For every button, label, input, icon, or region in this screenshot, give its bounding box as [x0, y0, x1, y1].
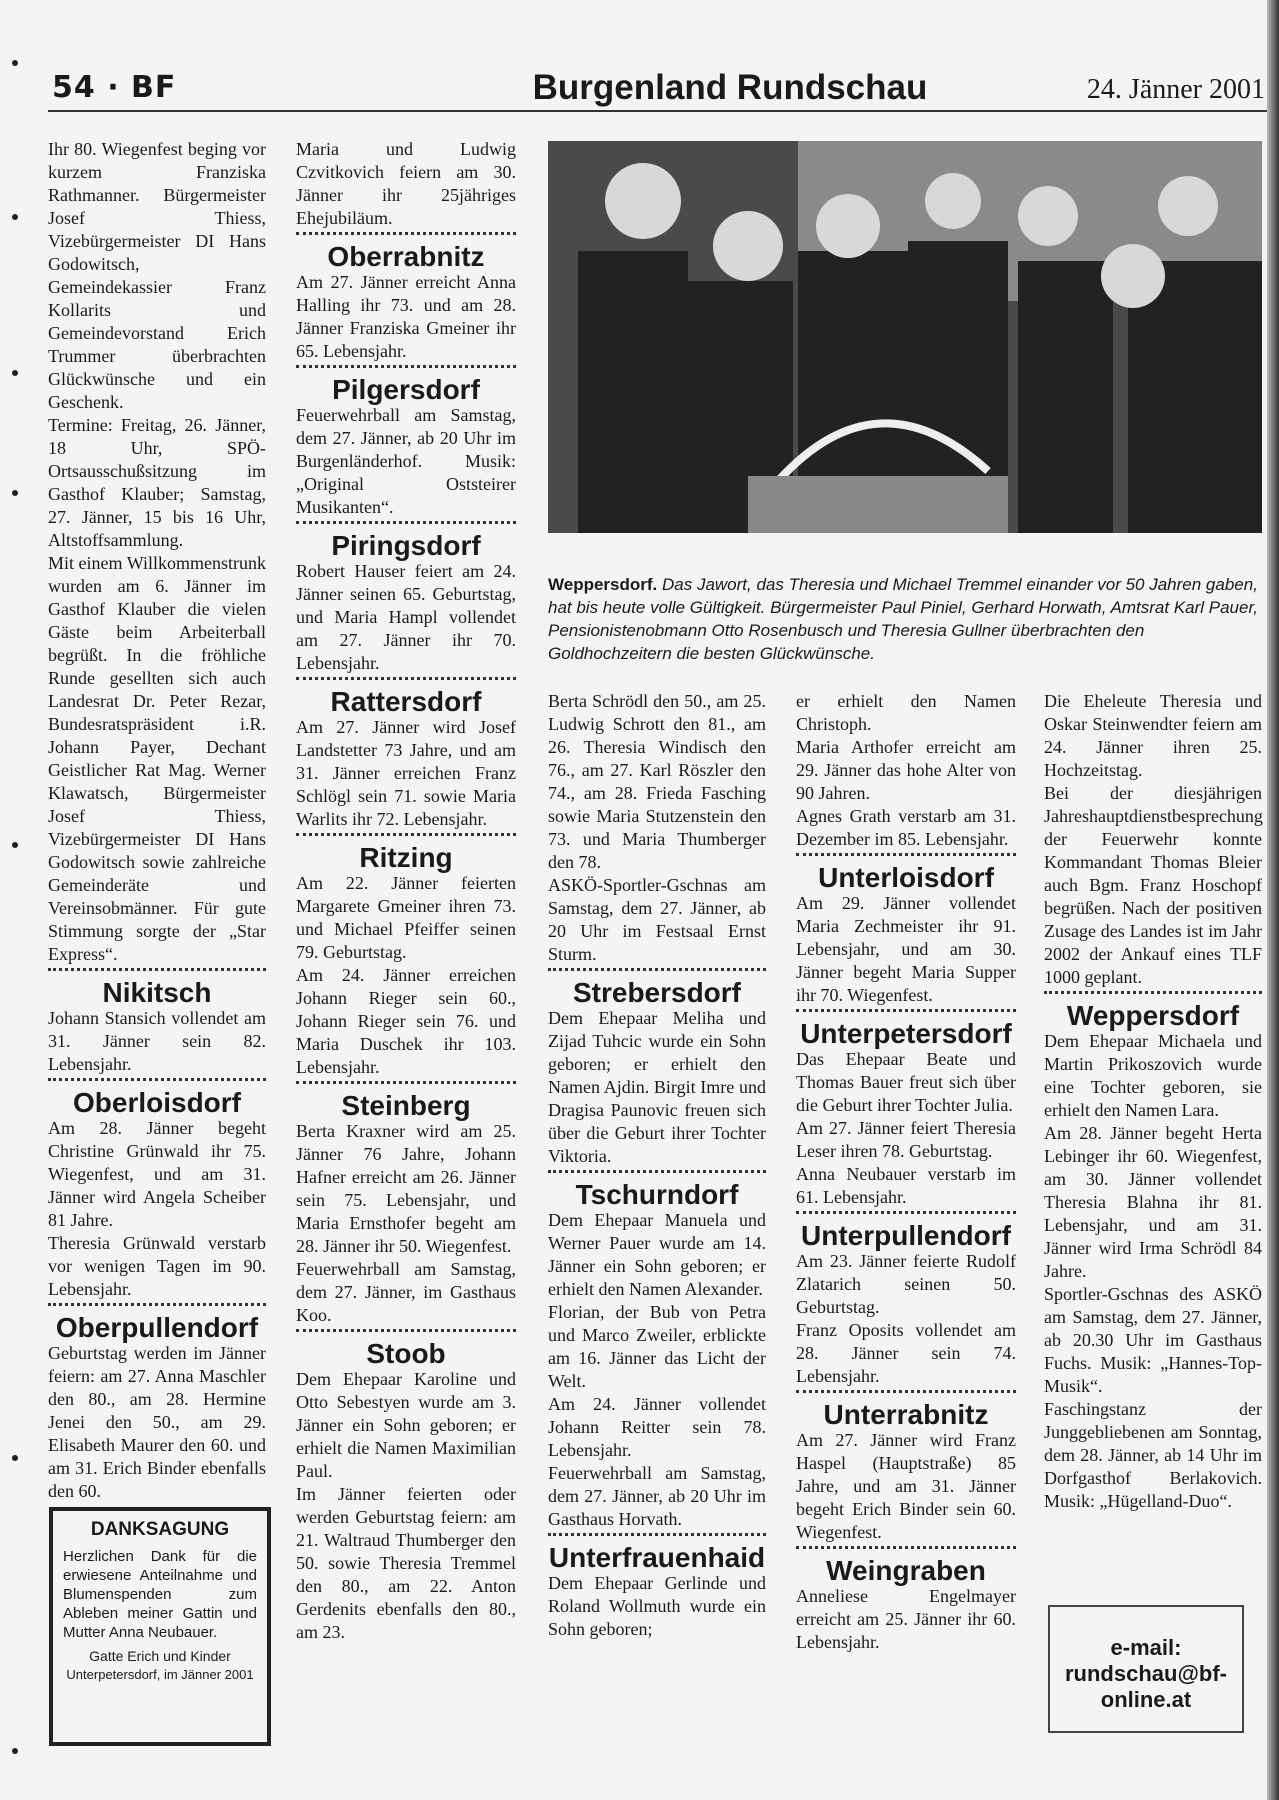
article-text: ASKÖ-Sportler-Gschnas am Samstag, dem 27. Jänner, ab 20 Uhr im Festsaal Ernst Sturm. — [548, 875, 766, 964]
article-text: Johann Stansich vollendet am 31. Jänner sein 82. Lebensjahr. — [48, 1008, 266, 1074]
newspaper-title: Burgenland Rundschau — [532, 68, 928, 107]
article-text: Am 22. Jänner feierten Margarete Gmeiner ihren 73. und Michael Pfeiffer seinen 79. Geburtstag. — [296, 873, 516, 962]
article-text: Feuerwehrball am Samstag, dem 27. Jänner, ab 20 Uhr im Burgenländerhof. Musik: „Original Oststeirer Musikanten“. — [296, 405, 516, 517]
margin-dot — [12, 1455, 18, 1461]
article-text: Ihr 80. Wiegenfest beging vor kurzem Franziska Rathmanner. Bürgermeister Josef Thiess, Vizebürgermeister DI Hans Godowitsch, Gemeindekassier Franz Kollarits und Gemeindevorstand Erich Trummer überbrachten Glückwünsche und ein Geschenk. — [48, 139, 266, 412]
article-text: Am 27. Jänner wird Josef Landstetter 73 Jahre, und am 31. Jänner erreichen Franz Schlögl sein 71. sowie Maria Warlits ihr 72. Lebensjahr. — [296, 717, 516, 829]
article-text: Berta Schrödl den 50., am 25. Ludwig Schrott den 81., am 26. Theresia Windisch den 76., am 27. Karl Röszler den 74., am 28. Frieda Fasching sowie Maria Stutzenstein den 73. und Maria Thumberger den 78. — [548, 691, 766, 872]
article-text: Dem Ehepaar Manuela und Werner Pauer wurde am 14. Jänner ein Sohn geboren; er erhielt den Namen Alexander. — [548, 1210, 766, 1299]
article-text: Maria und Ludwig Czvitkovich feiern am 30. Jänner ihr 25jähriges Ehejubiläum. — [296, 139, 516, 228]
column-3 — [548, 690, 766, 1641]
column-1 — [48, 138, 266, 1503]
section-heading-unterloisdorf: Unterloisdorf — [796, 853, 1016, 892]
page-number-label: 54 · BF — [52, 70, 177, 105]
article-text: Anna Neubauer verstarb im 61. Lebensjahr. — [796, 1164, 1016, 1207]
danksagung-signature: Gatte Erich und Kinder — [89, 1648, 231, 1664]
article-text: Berta Kraxner wird am 25. Jänner 76 Jahre, Johann Hafner erreicht am 26. Jänner sein 75. Lebensjahr, und Maria Ernsthofer begeht am 28. Jänner ihr 50. Wiegenfest. — [296, 1121, 516, 1256]
email-box — [1048, 1605, 1244, 1733]
article-text: Am 27. Jänner erreicht Anna Halling ihr 73. und am 28. Jänner Franziska Gmeiner ihr 65. Lebensjahr. — [296, 272, 516, 361]
article-text: Robert Hauser feiert am 24. Jänner seinen 65. Geburtstag, und Maria Hampl vollendet am 27. Jänner ihr 70. Lebensjahr. — [296, 561, 516, 673]
article-text: Sportler-Gschnas des ASKÖ am Samstag, dem 27. Jänner, ab 20.30 Uhr im Gasthaus Fuchs. Musik: „Hannes-Top-Musik“. — [1044, 1284, 1262, 1396]
article-text: Das Ehepaar Beate und Thomas Bauer freut sich über die Geburt ihrer Tochter Julia. — [796, 1049, 1016, 1115]
section-heading-strebersdorf: Strebersdorf — [548, 968, 766, 1007]
danksagung-title: DANKSAGUNG — [90, 1519, 230, 1540]
golden-wedding-photo — [548, 141, 1262, 533]
column-5 — [1044, 690, 1262, 1513]
article-text: Die Eheleute Theresia und Oskar Steinwendter feiern am 24. Jänner ihren 25. Hochzeitstag. — [1044, 691, 1262, 780]
margin-dot — [12, 490, 18, 496]
column-4 — [796, 690, 1016, 1654]
article-text: Geburtstag werden im Jänner feiern: am 27. Anna Maschler den 80., am 28. Hermine Jenei den 50., am 29. Elisabeth Maurer den 60. und am 31. Erich Binder ebenfalls den 60. — [48, 1343, 266, 1501]
article-text: Am 29. Jänner vollendet Maria Zechmeister ihr 91. Lebensjahr, und am 30. Jänner begeht Maria Supper ihr 70. Wiegenfest. — [796, 893, 1016, 1005]
article-text: Bei der diesjährigen Jahreshauptdienstbesprechung der Feuerwehr konnte Kommandant Thomas Bleier auch Bgm. Franz Hoschopf begrüßen. Nach der positiven Zusage des Landes ist im Jahr 2002 der Ankauf eines TLF 1000 geplant. — [1044, 783, 1263, 987]
section-heading-unterrabnitz: Unterrabnitz — [796, 1390, 1016, 1429]
caption-text: Das Jawort, das Theresia und Michael Tremmel einander vor 50 Jahren gaben, hat bis heute volle Gültigkeit. Bürgermeister Paul Piniel, Gerhard Horwath, Amtsrat Karl Pauer, Pensionistenobmann Otto Rosenbusch und Theresia Gullner überbrachten den Goldhochzeitern die besten Glückwünsche. — [548, 575, 1258, 663]
article-text: Feuerwehrball am Samstag, dem 27. Jänner, ab 20 Uhr im Gasthaus Horvath. — [548, 1463, 766, 1529]
header-rule — [48, 110, 1269, 112]
section-heading-stoob: Stoob — [296, 1329, 516, 1368]
section-heading-oberrabnitz: Oberrabnitz — [296, 232, 516, 271]
article-text: Faschingstanz der Junggebliebenen am Sonntag, dem 28. Jänner, ab 14 Uhr im Dorfgasthof Berlakovich. Musik: „Hügelland-Duo“. — [1044, 1399, 1262, 1511]
section-heading-weppersdorf: Weppersdorf — [1044, 991, 1262, 1030]
section-heading-oberpullendorf: Oberpullendorf — [48, 1303, 266, 1342]
article-text: Feuerwehrball am Samstag, dem 27. Jänner, im Gasthaus Koo. — [296, 1259, 516, 1325]
article-text: Theresia Grünwald verstarb vor wenigen Tagen im 90. Lebensjahr. — [48, 1233, 266, 1299]
section-heading-unterfrauenhaid: Unterfrauenhaid — [548, 1533, 766, 1572]
section-heading-tschurndorf: Tschurndorf — [548, 1170, 766, 1209]
section-heading-rattersdorf: Rattersdorf — [296, 677, 516, 716]
danksagung-box — [49, 1507, 271, 1746]
margin-dot — [12, 1748, 18, 1754]
margin-dot — [12, 842, 18, 848]
page-header — [0, 0, 1279, 115]
section-heading-nikitsch: Nikitsch — [48, 968, 266, 1007]
article-text: Im Jänner feierten oder werden Geburtstag feiern: am 21. Waltraud Thumberger den 50. sowie Theresia Tremmel den 80., am 22. Anton Gerdenits ebenfalls den 80., am 23. — [296, 1484, 516, 1642]
issue-date: 24. Jänner 2001 — [1086, 74, 1265, 105]
column-2 — [296, 138, 516, 1644]
section-heading-weingraben: Weingraben — [796, 1546, 1016, 1585]
article-text: Termine: Freitag, 26. Jänner, 18 Uhr, SPÖ-Ortsausschußsitzung im Gasthof Klauber; Samstag, 27. Jänner, 15 bis 16 Uhr, Altstoffsammlung. — [48, 415, 266, 550]
article-text: Mit einem Willkommenstrunk wurden am 6. Jänner im Gasthof Klauber die vielen Gäste beim Arbeiterball begrüßt. In die fröhliche Runde gesellten sich auch Landesrat Dr. Peter Rezar, Bundesratspräsident i.R. Johann Payer, Dechant Geistlicher Rat Mag. Werner Klawatsch, Bürgermeister Josef Thiess, Vizebürgermeister DI Hans Godowitsch sowie zahlreiche Gemeinderäte und Vereinsobmänner. Für gute Stimmung sorgte der „Star Express“. — [48, 553, 266, 964]
section-heading-pilgersdorf: Pilgersdorf — [296, 365, 516, 404]
photo-illustration — [548, 141, 1262, 533]
article-text: Franz Oposits vollendet am 28. Jänner sein 74. Lebensjahr. — [796, 1320, 1016, 1386]
article-text: Dem Ehepaar Michaela und Martin Prikoszovich wurde eine Tochter geboren, sie erhielt den Namen Lara. — [1044, 1031, 1262, 1120]
page-edge-shadow — [1267, 0, 1279, 1800]
article-text: Dem Ehepaar Karoline und Otto Sebestyen wurde am 3. Jänner ein Sohn geboren; er erhielt die Namen Maximilian Paul. — [296, 1369, 516, 1481]
article-text: Am 23. Jänner feierte Rudolf Zlatarich seinen 50. Geburtstag. — [796, 1251, 1016, 1317]
email-address[interactable]: rundschau@bf-online.at — [1064, 1661, 1227, 1712]
margin-dot — [12, 370, 18, 376]
article-text: Anneliese Engelmayer erreicht am 25. Jänner ihr 60. Lebensjahr. — [796, 1586, 1016, 1652]
danksagung-body: Herzlichen Dank für die erwiesene Anteilnahme und Blumenspenden zum Ableben meiner Gattin und Mutter Anna Neubauer. — [63, 1548, 257, 1641]
article-text: Agnes Grath verstarb am 31. Dezember im 85. Lebensjahr. — [796, 806, 1016, 849]
section-heading-ritzing: Ritzing — [296, 833, 516, 872]
article-text: Maria Arthofer erreicht am 29. Jänner das hohe Alter von 90 Jahren. — [796, 737, 1016, 803]
section-heading-unterpetersdorf: Unterpetersdorf — [796, 1009, 1016, 1048]
article-text: Am 28. Jänner begeht Christine Grünwald ihr 75. Wiegenfest, und am 31. Jänner wird Angela Scheiber 81 Jahre. — [48, 1118, 266, 1230]
section-heading-steinberg: Steinberg — [296, 1081, 516, 1120]
article-text: er erhielt den Namen Christoph. — [796, 691, 1016, 734]
article-text: Am 24. Jänner erreichen Johann Rieger sein 60., Johann Rieger sein 76. und Maria Duschek ihr 103. Lebensjahr. — [296, 965, 516, 1077]
caption-place: Weppersdorf. — [548, 575, 658, 594]
article-text: Am 27. Jänner wird Franz Haspel (Hauptstraße) 85 Jahre, und am 31. Jänner begeht Erich Binder sein 60. Wiegenfest. — [796, 1430, 1016, 1542]
section-heading-piringsdorf: Piringsdorf — [296, 521, 516, 560]
margin-dot — [12, 214, 18, 220]
article-text: Am 24. Jänner vollendet Johann Reitter sein 78. Lebensjahr. — [548, 1394, 766, 1460]
email-label: e-mail: — [1110, 1635, 1182, 1660]
article-text: Florian, der Bub von Petra und Marco Zweiler, erblickte am 16. Jänner das Licht der Welt. — [548, 1302, 766, 1391]
article-text: Dem Ehepaar Gerlinde und Roland Wollmuth wurde ein Sohn geboren; — [548, 1573, 766, 1639]
margin-dot — [12, 60, 18, 66]
section-heading-unterpullendorf: Unterpullendorf — [796, 1211, 1016, 1250]
article-text: Am 28. Jänner begeht Herta Lebinger ihr 60. Wiegenfest, am 30. Jänner vollendet Theresia Blahna ihr 81. Lebensjahr, und am 31. Jänner wird Irma Schrödl 84 Jahre. — [1044, 1123, 1262, 1281]
article-text: Dem Ehepaar Meliha und Zijad Tuhcic wurde ein Sohn geboren; er erhielt den Namen Ajdin. Birgit Imre und Dragisa Paunovic freuen sich über die Geburt ihrer Tochter Viktoria. — [548, 1008, 766, 1166]
photo-caption — [548, 573, 1268, 665]
danksagung-place: Unterpetersdorf, im Jänner 2001 — [66, 1667, 254, 1682]
article-text: Am 27. Jänner feiert Theresia Leser ihren 78. Geburtstag. — [796, 1118, 1016, 1161]
section-heading-oberloisdorf: Oberloisdorf — [48, 1078, 266, 1117]
